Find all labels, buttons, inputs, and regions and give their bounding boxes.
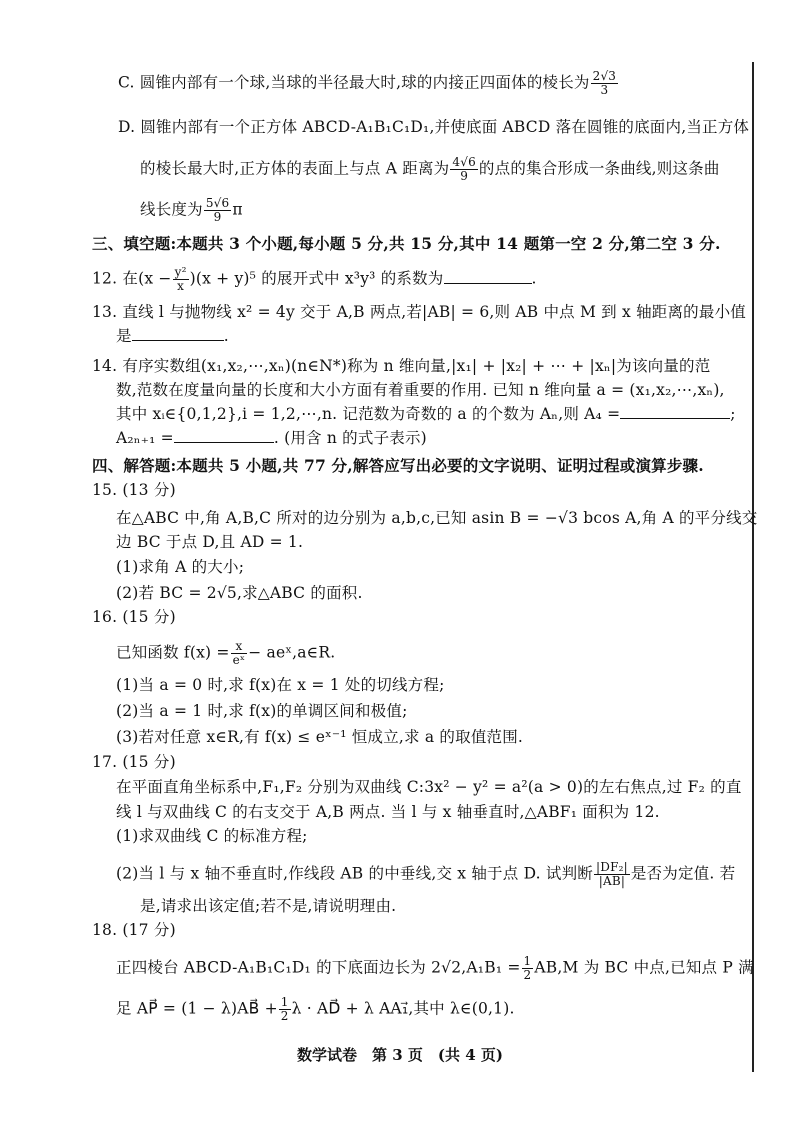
q11-option-d-line2: 的棱长最大时,正方体的表面上与点 A 距离为 $\frac{4√6}{9}$ 的点的集合形成一条曲线,则这条曲: [140, 155, 720, 183]
fraction: $\frac{5√6}{9}$: [205, 196, 230, 224]
q11-option-d-line3: 线长度为 $\frac{5√6}{9}$ π: [140, 196, 243, 224]
fraction: $\frac{1}{2}$: [523, 954, 532, 982]
fraction: $\frac{4√6}{9}$: [452, 155, 476, 183]
section-3-heading: 三、填空题:本题共 3 个小题,每小题 5 分,共 15 分,其中 14 题第一空 2 分,第二空 3 分.: [92, 234, 721, 253]
q14-line1: 14. 有序实数组(x₁,x₂,⋯,xₙ)(n∈N*)称为 n 维向量,|x₁| + |x₂| + ⋯ + |xₙ|为该向量的范: [92, 357, 711, 375]
answer-blank: [620, 404, 730, 419]
q16-part3: (3)若对任意 x∈R,有 f(x) ≤ eˣ⁻¹ 恒成立,求 a 的取值范围.: [116, 728, 524, 746]
q15-line1: 在△ABC 中,角 A,B,C 所对的边分别为 a,b,c,已知 asin B = −√3 bcos A,角 A 的平分线交: [116, 509, 758, 527]
page-footer: 数学试卷 第 3 页 (共 4 页): [297, 1046, 503, 1064]
fraction: $\frac{2√3}{3}$: [592, 69, 617, 97]
answer-blank: [444, 269, 532, 284]
q17-line2: 线 l 与双曲线 C 的右支交于 A,B 两点. 当 l 与 x 轴垂直时,△ABF₁ 面积为 12.: [116, 803, 660, 821]
q15-part1: (1)求角 A 的大小;: [116, 558, 245, 576]
q18-line2: 足 AP⃗ = (1 − λ)AB⃗ + $\frac{1}{2}$ λ · AD⃗ + λ AA₁⃗,其中 λ∈(0,1).: [116, 995, 515, 1023]
q13-line1: 13. 直线 l 与抛物线 x² = 4y 交于 A,B 两点,若|AB| = 6,则 AB 中点 M 到 x 轴距离的最小值: [92, 303, 746, 321]
q11-option-c: C. 圆锥内部有一个球,当球的半径最大时,球的内接正四面体的棱长为 $\frac{2√3}{3}$: [118, 69, 617, 97]
q13-line2: 是 .: [116, 327, 229, 345]
fraction: $\frac{\text{y²}}{x}$: [174, 265, 187, 293]
q17-part2-cont: 是,请求出该定值;若不是,请说明理由.: [140, 897, 397, 915]
q12: 12. 在(x − $\frac{\text{y²}}{x}$ )(x + y)⁵ 的展开式中 x³y³ 的系数为 .: [92, 265, 537, 293]
q17-part1: (1)求双曲线 C 的标准方程;: [116, 827, 308, 845]
q14-line3: 其中 xᵢ∈{0,1,2},i = 1,2,⋯,n. 记范数为奇数的 a 的个数为 Aₙ,则 A₄ = ;: [116, 405, 736, 423]
q15-head: 15. (13 分): [92, 481, 176, 499]
q16-head: 16. (15 分): [92, 608, 176, 626]
q16-part2: (2)当 a = 1 时,求 f(x)的单调区间和极值;: [116, 702, 408, 720]
fraction: $\frac{\text{|DF₂|}}{|AB|}$: [596, 860, 628, 888]
q18-head: 18. (17 分): [92, 921, 176, 939]
q17-line1: 在平面直角坐标系中,F₁,F₂ 分别为双曲线 C:3x² − y² = a²(a > 0)的左右焦点,过 F₂ 的直: [116, 778, 742, 796]
fraction: $\frac{1}{2}$: [280, 995, 289, 1023]
q17-part2: (2)当 l 与 x 轴不垂直时,作线段 AB 的中垂线,交 x 轴于点 D. 试判断 $\frac{\text{|DF₂|}}{|AB|}$ 是否为定值. 若: [116, 860, 736, 888]
q18-line1: 正四棱台 ABCD-A₁B₁C₁D₁ 的下底面边长为 2√2,A₁B₁ = $\frac{1}{2}$ AB,M 为 BC 中点,已知点 P 满: [116, 954, 754, 982]
q14-line4: A₂ₙ₊₁ = . (用含 n 的式子表示): [116, 429, 427, 447]
fraction: $\frac{x}{\text{eˣ}}$: [232, 639, 246, 667]
q16-line1: 已知函数 f(x) = $\frac{x}{\text{eˣ}}$ − aeˣ,a∈R.: [116, 639, 336, 667]
q17-head: 17. (15 分): [92, 753, 176, 771]
answer-blank: [174, 428, 274, 443]
q15-line2: 边 BC 于点 D,且 AD = 1.: [116, 533, 304, 551]
q15-part2: (2)若 BC = 2√5,求△ABC 的面积.: [116, 584, 363, 602]
section-4-heading: 四、解答题:本题共 5 小题,共 77 分,解答应写出必要的文字说明、证明过程或演算步骤.: [92, 456, 704, 475]
q11-option-d-line1: D. 圆锥内部有一个正方体 ABCD-A₁B₁C₁D₁,并使底面 ABCD 落在圆锥的底面内,当正方体: [118, 118, 750, 136]
q16-part1: (1)当 a = 0 时,求 f(x)在 x = 1 处的切线方程;: [116, 676, 445, 694]
answer-blank: [132, 326, 224, 341]
margin-rule: [752, 62, 754, 1072]
q14-line2: 数,范数在度量向量的长度和大小方面有着重要的作用. 已知 n 维向量 a = (x₁,x₂,⋯,xₙ),: [116, 381, 725, 399]
